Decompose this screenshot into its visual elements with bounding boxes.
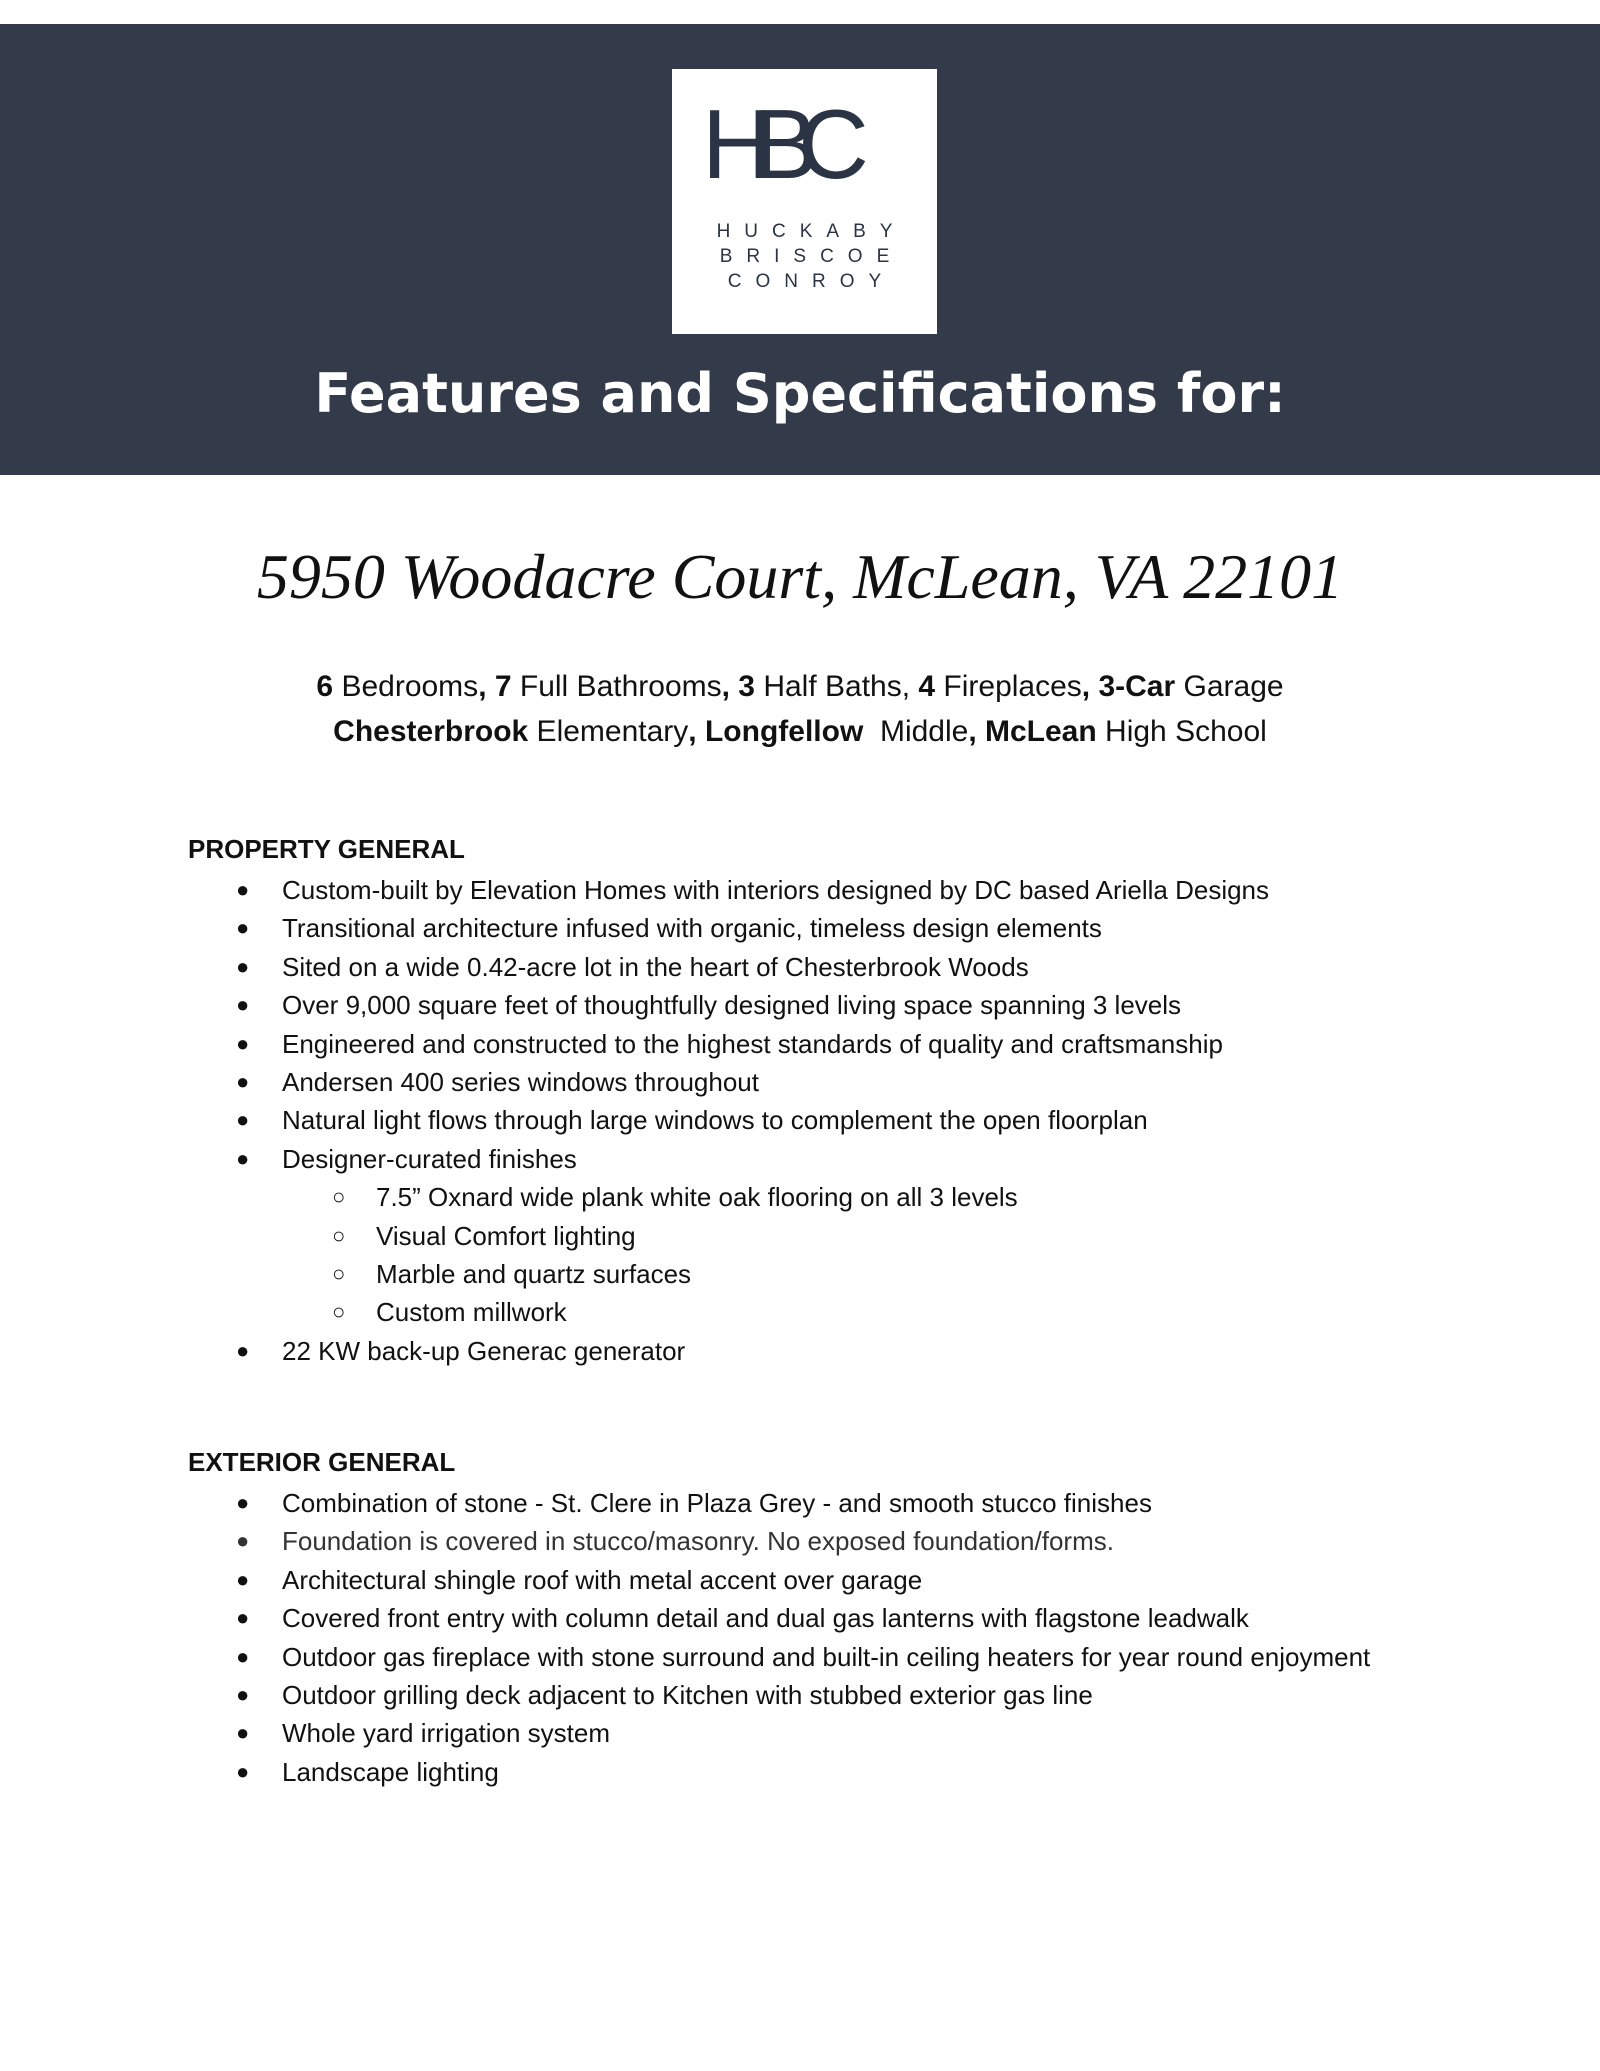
middle-label: Middle (863, 715, 969, 748)
sub-list-item: ○ Marble and quartz surfaces (0, 1255, 1600, 1293)
sub-list-item: ○ Visual Comfort lighting (0, 1217, 1600, 1255)
elementary-school-name: Chesterbrook (333, 715, 529, 748)
list-item: ● Andersen 400 series windows throughout (0, 1063, 1600, 1101)
section-title-property-general: PROPERTY GENERAL (188, 834, 465, 864)
list-item: ● Over 9,000 square feet of thoughtfully designed living space spanning 3 levels (0, 986, 1600, 1024)
list-item: ● Landscape lighting (0, 1753, 1600, 1791)
sub-list-item: ○ Custom millwork (0, 1293, 1600, 1331)
logo-name-3: CONROY (727, 271, 896, 292)
property-general-list (0, 871, 1600, 1370)
high-label: High School (1096, 715, 1267, 748)
list-item: ● 22 KW back-up Generac generator (0, 1332, 1600, 1370)
list-item: ● Transitional architecture infused with organic, timeless design elements (0, 909, 1600, 947)
fireplaces-label: Fireplaces (935, 670, 1082, 703)
logo-name-1: HUCKABY (716, 221, 907, 242)
high-school-name: McLean (985, 715, 1097, 748)
header-title: Features and Specifications for: (314, 362, 1286, 425)
garage-size: 3-Car (1098, 670, 1176, 703)
company-logo (672, 69, 937, 334)
sub-list-item: ○ 7.5” Oxnard wide plank white oak flooring on all 3 levels (0, 1178, 1600, 1216)
list-item: ● Custom-built by Elevation Homes with interiors designed by DC based Ariella Designs (0, 871, 1600, 909)
half-baths-label: Half Baths (754, 670, 902, 703)
property-address: 5950 Woodacre Court, McLean, VA 22101 (256, 541, 1344, 612)
header-banner (0, 24, 1600, 475)
list-item: ● Combination of stone - St. Clere in Plaza Grey - and smooth stucco finishes (0, 1484, 1600, 1522)
list-item: ● Architectural shingle roof with metal accent over garage (0, 1561, 1600, 1599)
garage-label: Garage (1175, 670, 1284, 703)
list-item: ● Foundation is covered in stucco/masonry. No exposed foundation/forms. (0, 1522, 1600, 1560)
list-item: ● Sited on a wide 0.42-acre lot in the heart of Chesterbrook Woods (0, 948, 1600, 986)
half-baths-count: 3 (738, 670, 755, 703)
exterior-general-list (0, 1484, 1600, 1791)
list-item: ● Outdoor grilling deck adjacent to Kitchen with stubbed exterior gas line (0, 1676, 1600, 1714)
room-summary: 6 Bedrooms, 7 Full Bathrooms, 3 Half Baths, 4 Fireplaces, 3-Car Garage (316, 670, 1284, 703)
logo-mark: HBC (702, 89, 849, 199)
bedrooms-label: Bedrooms (333, 670, 479, 703)
full-baths-label: Full Bathrooms (511, 670, 722, 703)
list-item: ● Whole yard irrigation system (0, 1714, 1600, 1752)
logo-name-2: BRISCOE (719, 246, 904, 267)
full-baths-count: 7 (494, 670, 512, 703)
school-summary: Chesterbrook Elementary, Longfellow Middle, McLean High School (333, 715, 1267, 748)
list-item: ● Designer-curated finishes (0, 1140, 1600, 1178)
list-item: ● Engineered and constructed to the highest standards of quality and craftsmanship (0, 1025, 1600, 1063)
list-item: ● Natural light flows through large windows to complement the open floorplan (0, 1101, 1600, 1139)
bedrooms-count: 6 (316, 670, 334, 703)
list-item: ● Outdoor gas fireplace with stone surround and built-in ceiling heaters for year round enjoyment (0, 1638, 1422, 1676)
section-title-exterior-general: EXTERIOR GENERAL (188, 1447, 456, 1477)
fireplaces-count: 4 (918, 670, 936, 703)
middle-school-name: Longfellow (704, 715, 864, 748)
list-item: ● Covered front entry with column detail and dual gas lanterns with flagstone leadwalk (0, 1599, 1600, 1637)
elementary-label: Elementary (528, 715, 689, 748)
